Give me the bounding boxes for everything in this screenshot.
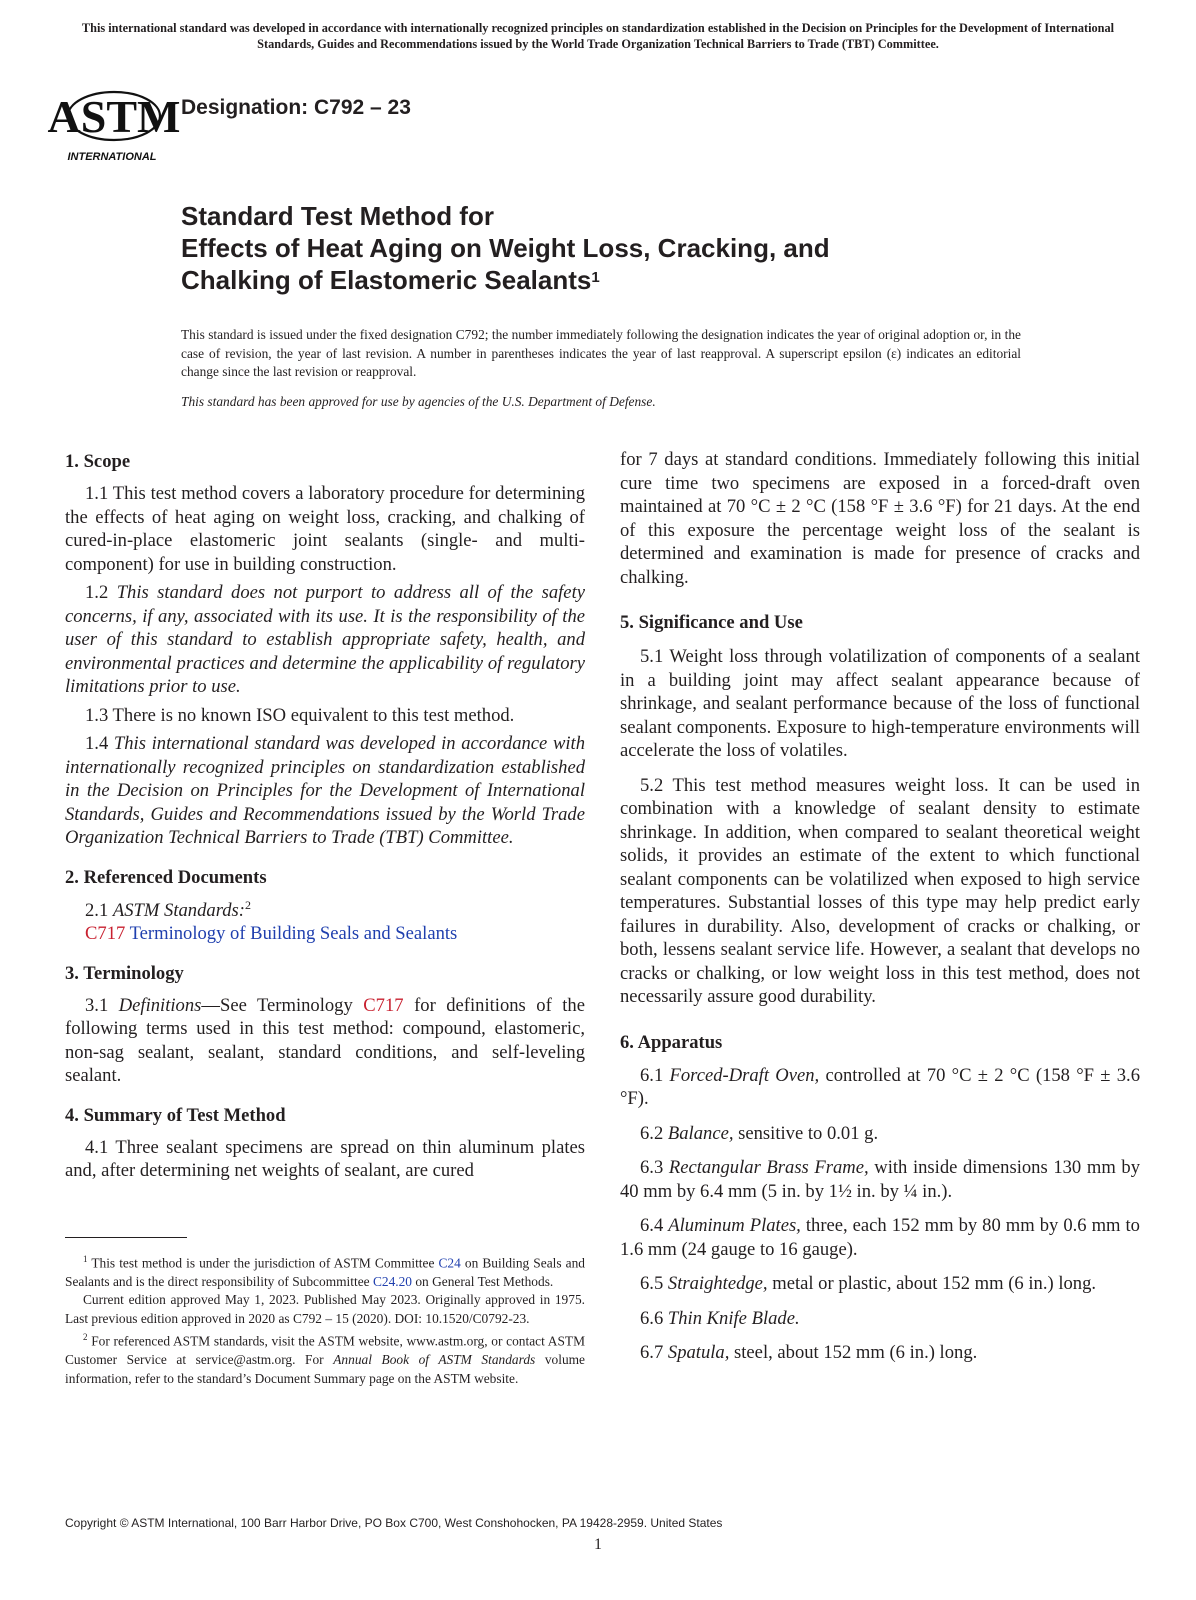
para-1-4: 1.4 This international standard was developed in accordance with internationally recognized principles on standardization established in the Decision on Principles for the Development of International Standards, Guides and Recommendations issued by the World Trade Organization Technical Barriers to Trade (TBT) Committee. <box>65 733 585 848</box>
reference-c717[interactable] <box>65 922 585 946</box>
title-footnote-ref[interactable]: 1 <box>591 269 600 286</box>
para-6-7: 6.7 Spatula, steel, about 152 mm (6 in.) long. <box>640 1342 978 1363</box>
copyright-line: Copyright © ASTM International, 100 Barr Harbor Drive, PO Box C700, West Conshohocken, PA 19428-2959. United States <box>65 1516 723 1530</box>
para-6-5: 6.5 Straightedge, metal or plastic, about 152 mm (6 in.) long. <box>640 1273 1097 1294</box>
para-1-2: 1.2 This standard does not purport to address all of the safety concerns, if any, associated with its use. It is the responsibility of the user of this standard to establish appropriate safety, health, and environmental practices and determine the applicability of regulatory limitations prior to use. <box>65 582 585 697</box>
footnote-rule <box>65 1237 187 1238</box>
para-4-1: 4.1 Three sealant specimens are spread on thin aluminum plates and, after determining net weights of sealant, are cured <box>65 1136 585 1182</box>
para-6-1: 6.1 Forced-Draft Oven, controlled at 70 °C ± 2 °C (158 °F ± 3.6 °F). <box>620 1064 1141 1109</box>
svg-text:INTERNATIONAL: INTERNATIONAL <box>67 151 157 163</box>
section-heading-summary: 4. Summary of Test Method <box>65 1104 286 1126</box>
section-heading-scope: 1. Scope <box>65 451 131 472</box>
para-1-1: 1.1 This test method covers a laboratory procedure for determining the effects of heat aging on weight loss, cracking, and chalking of cured-in-place elastomeric joint sealants (single- and multi-component) for use in building construction. <box>65 483 585 575</box>
para-6-2: 6.2 Balance, sensitive to 0.01 g. <box>640 1122 879 1144</box>
footnotes <box>65 1250 585 1388</box>
dod-note: This standard has been approved for use by agencies of the U.S. Department of Defense. <box>181 394 656 409</box>
section-heading-apparatus: 6. Apparatus <box>620 1031 723 1053</box>
c717-link[interactable]: C717 <box>363 994 404 1016</box>
section-heading-significance: 5. Significance and Use <box>620 612 803 633</box>
para-4-1-continued: for 7 days at standard conditions. Immediately following this initial cure time two specimens are exposed in a forced-draft oven maintained at 70 °C ± 2 °C (158 °F ± 3.6 °F) for 21 days. At the end of this exposure the percentage weight loss of the sealant is determined and examination is made for presence of cracks and chalking. <box>620 449 1140 588</box>
para-3-1: 3.1 Definitions—See Terminology C717 for definitions of the following terms used in this test method: compound, elastomeric, non-sag sealant, sealant, standard conditions, and self-leveling sealant. <box>65 994 585 1087</box>
title-line-1: Standard Test Method for <box>181 201 494 231</box>
para-6-3: 6.3 Rectangular Brass Frame, with inside dimensions 130 mm by 40 mm by 6.4 mm (5 in. by 1½ in. by ¼ in.). <box>620 1157 1140 1202</box>
document-title <box>181 200 830 296</box>
issued-note: This standard is issued under the fixed designation C792; the number immediately following the designation indicates the year of original adoption or, in the case of revision, the year of last revision. A number in parentheses indicates the year of last reapproval. A superscript epsilon (ε) indicates an editorial change since the last revision or reapproval. <box>181 327 1021 379</box>
section-heading-referenced: 2. Referenced Documents <box>65 866 267 888</box>
footnote-1: $^1$ This test method is under the jurisdiction of ASTM Committee C24 on Building Seals and Sealants and is the direct responsibility of Subcommittee C24.20 on General Test Methods. <box>65 1254 585 1289</box>
para-6-6: 6.6 Thin Knife Blade. <box>640 1307 800 1329</box>
left-column <box>65 450 585 1183</box>
footnote-2: $^2$ For referenced ASTM standards, visit the ASTM website, www.astm.org, or contact ASTM Customer Service at service@astm.org. For Annual Book of ASTM Standards volume information, refer to the standard’s Document Summary page on the ASTM website. <box>65 1332 585 1386</box>
section-heading-terminology: 3. Terminology <box>65 962 184 984</box>
ref-title-link[interactable]: Terminology of Building Seals and Sealants <box>129 923 458 945</box>
para-1-3: 1.3 There is no known ISO equivalent to this test method. <box>85 704 515 726</box>
footnote-1-edition: Current edition approved May 1, 2023. Published May 2023. Originally approved in 1975. Last previous edition approved in 2020 as C792 – 15 (2020). DOI: 10.1520/C0792-23. <box>65 1292 585 1326</box>
ref-code-link[interactable]: C717 <box>85 923 126 945</box>
para-2-1: 2.1 ASTM Standards:$^2$ <box>85 897 251 921</box>
designation: Designation: C792 – 23 <box>181 96 411 119</box>
para-5-2: 5.2 This test method measures weight loss. It can be used in combination with a knowledge of sealant density to estimate shrinkage. In addition, when compared to sealant theoretical weight solids, it provides an estimate of the extent to which functional sealant components can be volatilized when exposed to high service temperatures. Substantial losses of this type may help predict early failures in durability. Also, development of cracks or chalking, or both, lessens sealant service life. However, a sealant that develops no cracks or chalking, or low weight loss in this test method, does not necessarily assure good durability. <box>620 774 1140 1007</box>
wto-notice: This international standard was developed in accordance with internationally recognized principles on standardization established in the Decision on Principles for the Development of International Standards, Guides and Recommendations issued by the World Trade Organization Technical Barriers to Trade (TBT) Committee. <box>81 21 1115 51</box>
page-number: 1 <box>594 1536 602 1553</box>
astm-logo <box>47 72 181 168</box>
para-5-1: 5.1 Weight loss through volatilization of components of a sealant in a building joint may affect sealant appearance because of shrinkage, and sealant performance because of the loss of functional sealant components. Exposure to high-temperature environments will accelerate the loss of volatiles. <box>620 646 1140 761</box>
c24-link[interactable]: C24 <box>438 1255 461 1271</box>
right-column <box>620 448 1140 1365</box>
para-6-4: 6.4 Aluminum Plates, three, each 152 mm by 80 mm by 0.6 mm to 1.6 mm (24 gauge to 16 gauge). <box>620 1215 1140 1260</box>
c24-20-link[interactable]: C24.20 <box>372 1273 412 1289</box>
title-line-3: Chalking of Elastomeric Sealants$^1$ <box>181 265 600 295</box>
svg-text:ASTM: ASTM <box>47 91 181 142</box>
title-line-2: Effects of Heat Aging on Weight Loss, Cracking, and <box>181 233 830 263</box>
